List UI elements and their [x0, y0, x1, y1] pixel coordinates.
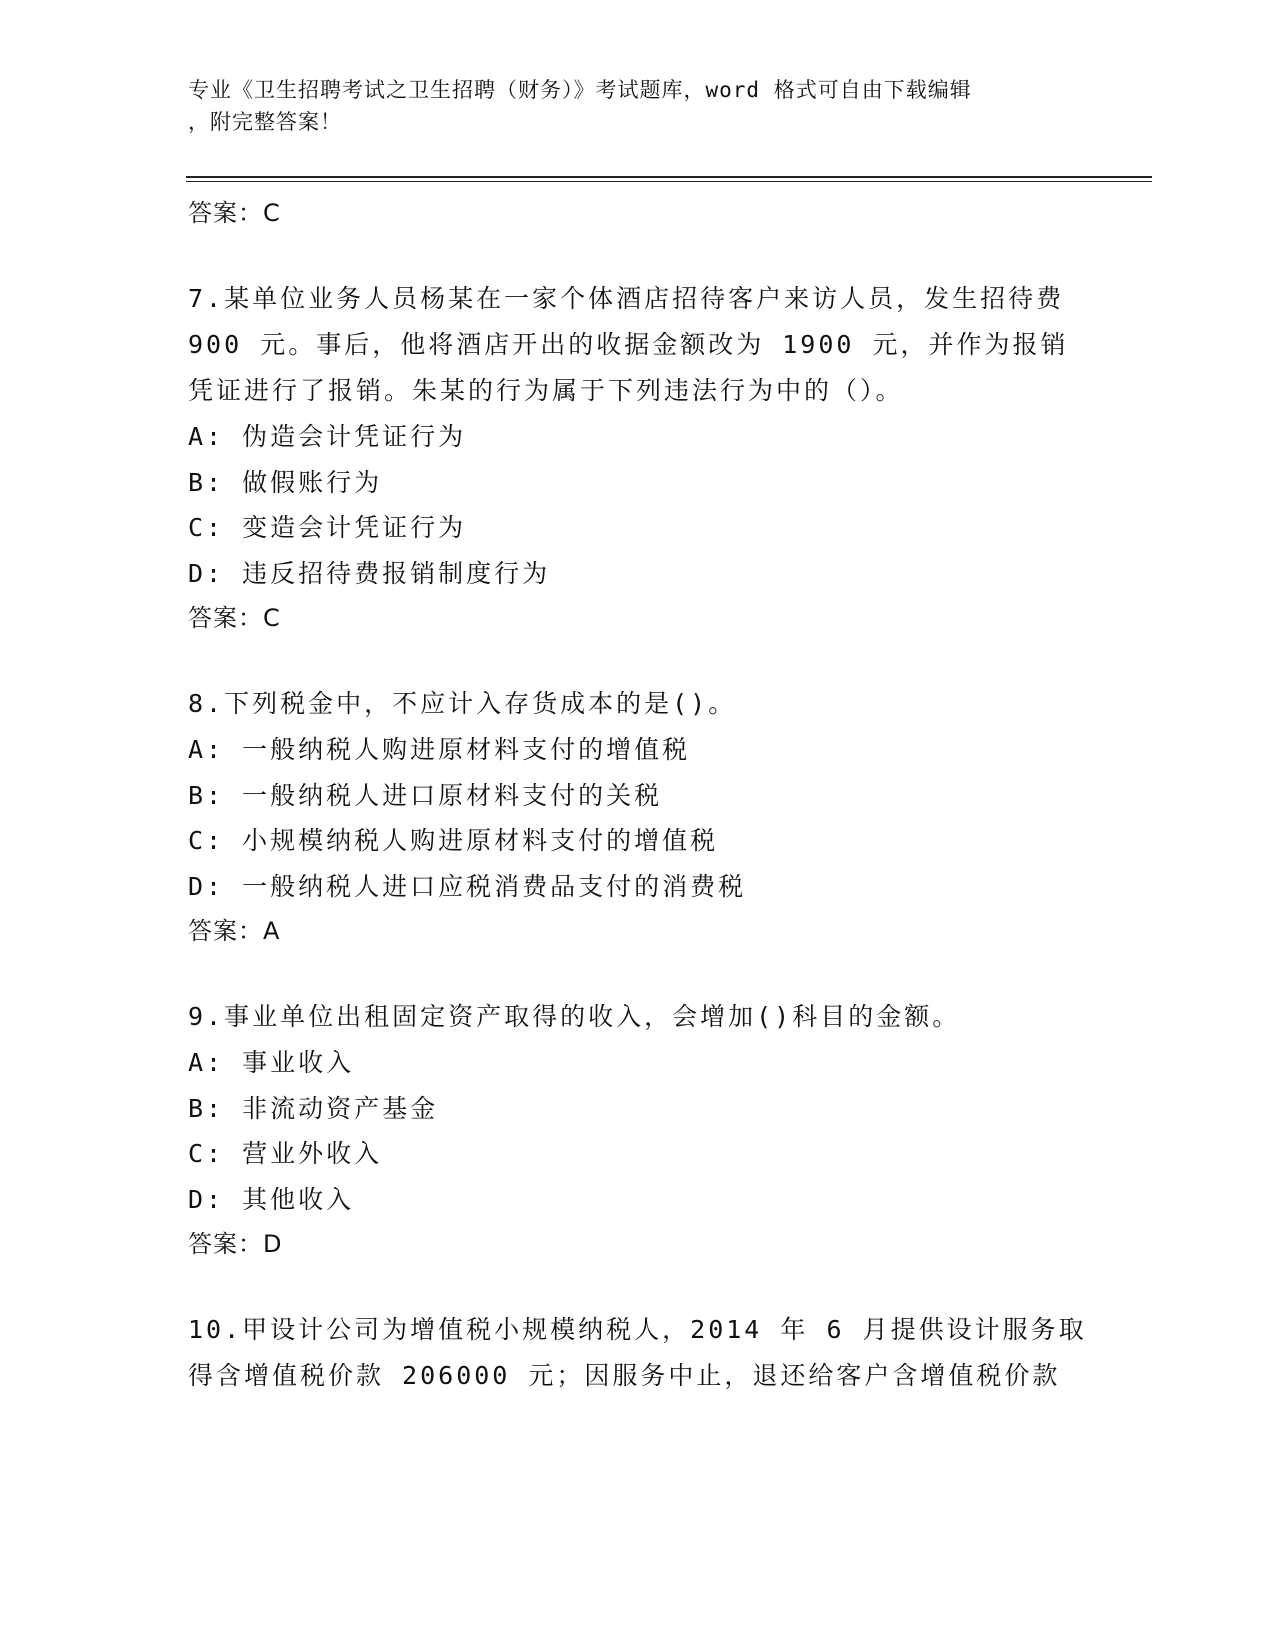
header-line: 专业《卫生招聘考试之卫生招聘（财务）》考试题库，word 格式可自由下载编辑 [188, 78, 972, 102]
option-a [188, 727, 1088, 773]
option-letter: C: [188, 826, 225, 855]
option-a [188, 1040, 1088, 1086]
option-b [188, 773, 1088, 819]
option-text: 小规模纳税人购进原材料支付的增值税 [242, 826, 719, 855]
option-letter: A: [188, 735, 225, 764]
question-stem: 8.下列税金中，不应计入存货成本的是()。 [188, 689, 737, 718]
option-text: 营业外收入 [242, 1139, 383, 1168]
option-letter: C: [188, 513, 225, 542]
question-stem: 10.甲设计公司为增值税小规模纳税人，2014 年 6 月提供设计服务取得含增值税价款 206000 元；因服务中止，退还给客户含增值税价款 [188, 1315, 1087, 1390]
option-text: 伪造会计凭证行为 [242, 422, 467, 451]
option-letter: D: [188, 558, 225, 588]
option-c [188, 818, 1088, 864]
option-letter: B: [188, 467, 225, 497]
option-letter: B: [188, 780, 225, 810]
answer-line: 答案：A [188, 917, 281, 945]
option-letter: A: [188, 1048, 225, 1077]
question-stem: 7.某单位业务人员杨某在一家个体酒店招待客户来访人员，发生招待费 900 元。事后，他将酒店开出的收据金额改为 1900 元，并作为报销凭证进行了报销。朱某的行为属于下列违法行为中的（）。 [188, 284, 1069, 405]
question-stem: 9.事业单位出租固定资产取得的收入，会增加()科目的金额。 [188, 1002, 961, 1031]
option-letter: D: [188, 871, 225, 901]
option-d [188, 864, 1088, 910]
option-text: 变造会计凭证行为 [242, 513, 467, 542]
answer-line: 答案：C [188, 604, 281, 632]
question-list [188, 191, 1088, 1399]
header-rule [186, 176, 1152, 178]
option-text: 非流动资产基金 [242, 1093, 439, 1123]
document-header [188, 74, 1088, 138]
option-c [188, 505, 1088, 551]
option-b [188, 460, 1088, 506]
header-rule [186, 181, 1152, 182]
option-text: 其他收入 [242, 1184, 355, 1214]
option-letter: C: [188, 1139, 225, 1168]
option-text: 一般纳税人进口原材料支付的关税 [242, 780, 663, 810]
option-text: 一般纳税人进口应税消费品支付的消费税 [242, 871, 747, 901]
option-letter: D: [188, 1184, 225, 1214]
option-text: 做假账行为 [242, 467, 383, 497]
option-d [188, 551, 1088, 597]
option-d [188, 1177, 1088, 1223]
option-letter: B: [188, 1093, 225, 1123]
option-c [188, 1131, 1088, 1177]
answer-line: 答案：D [188, 1230, 283, 1258]
option-text: 违反招待费报销制度行为 [242, 558, 551, 588]
answer-line: 答案：C [188, 199, 281, 227]
option-letter: A: [188, 422, 225, 451]
option-text: 一般纳税人购进原材料支付的增值税 [242, 735, 691, 764]
option-text: 事业收入 [242, 1048, 355, 1077]
option-b [188, 1086, 1088, 1132]
option-a [188, 414, 1088, 460]
header-line: ，附完整答案！ [188, 110, 342, 134]
